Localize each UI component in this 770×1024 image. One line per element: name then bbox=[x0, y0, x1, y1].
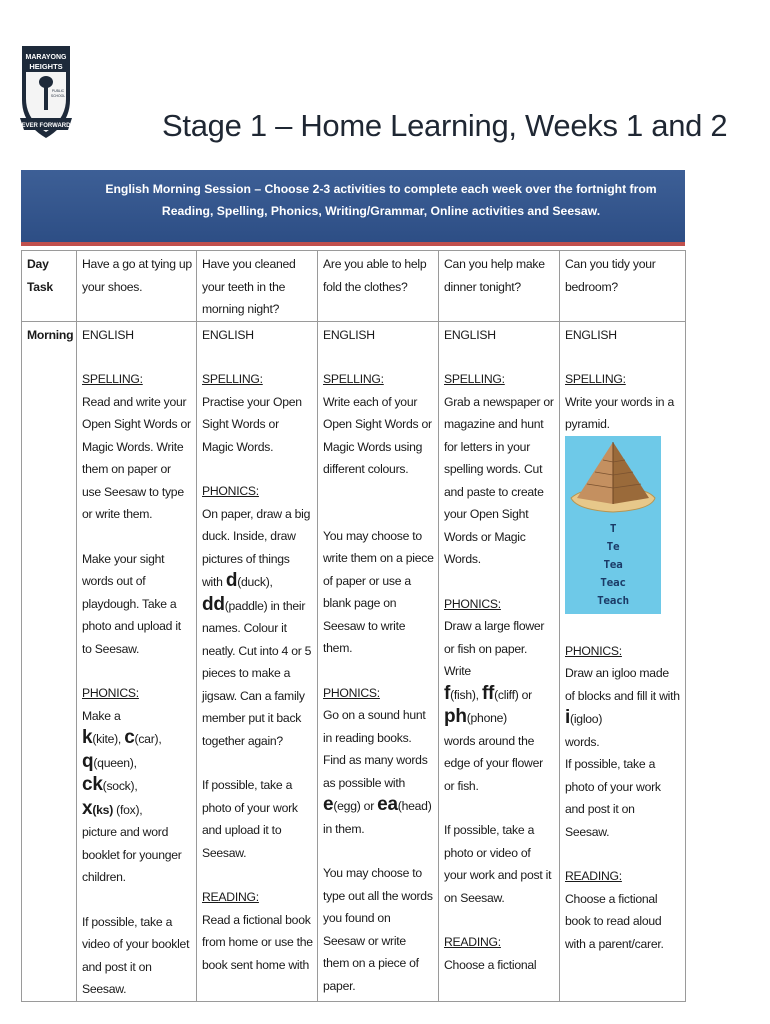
phonics-line-k-c bbox=[82, 727, 192, 751]
photo-text: If possible, take a photo or video of your work and post it on Seesaw. bbox=[444, 823, 552, 905]
phonics-text-b: words. bbox=[565, 734, 600, 749]
morning-cell-3 bbox=[318, 321, 439, 1001]
day-task-2: Have you cleaned your teeth in the morning night? bbox=[197, 251, 318, 322]
day-task-1: Have a go at tying up your shoes. bbox=[77, 251, 197, 322]
sound-ph: ph bbox=[444, 706, 467, 727]
spelling-heading: SPELLING: bbox=[82, 372, 143, 386]
pyramid-image bbox=[565, 436, 661, 614]
sound-f-example: (fish), bbox=[450, 687, 482, 702]
phonics-line-q-ck bbox=[82, 751, 192, 798]
spelling-text: Read and write your Open Sight Words or Magic Words. Write them on paper or use Seesaw to type or write them. bbox=[82, 394, 191, 521]
logo-line-1: MARAYONG bbox=[25, 54, 67, 61]
pyramid-word-3: Tea bbox=[603, 557, 623, 571]
schedule-table bbox=[21, 250, 686, 1002]
choose-text: You may choose to write them on a piece of paper or use a blank page on Seesaw to write them. bbox=[323, 528, 434, 655]
table-row-morning bbox=[22, 321, 686, 1001]
phonics-text-a: Go on a sound hunt in reading books. Find as many words as possible with bbox=[323, 708, 428, 790]
reading-text: Choose a fictional book to read aloud with a parent/carer. bbox=[565, 891, 664, 951]
phonics-text-b: in their names. Colour it neatly. Cut into 4 or 5 pieces to make a jigsaw. Can a family member put it back together again? bbox=[202, 598, 312, 748]
logo-line-5: EVER FORWARD bbox=[21, 123, 71, 129]
reading-heading: READING: bbox=[202, 890, 259, 904]
english-heading: ENGLISH bbox=[82, 327, 134, 342]
phonics-line-f-ff bbox=[444, 683, 555, 707]
sound-c-example: (car), bbox=[134, 732, 162, 746]
school-logo bbox=[18, 42, 74, 142]
logo-line-3: PUBLIC bbox=[51, 89, 65, 93]
phonics-text bbox=[202, 503, 313, 753]
banner-text: English Morning Session – Choose 2-3 activities to complete each week over the fortnight from Reading, Spelling, Phonics, Writing/Grammar, Online activities and Seesaw. bbox=[105, 182, 657, 218]
logo-line-2: HEIGHTS bbox=[29, 62, 63, 71]
sound-dd-example: (paddle) bbox=[224, 598, 268, 613]
phonics-heading: PHONICS: bbox=[323, 685, 380, 700]
sound-k: k bbox=[82, 727, 93, 748]
logo-line-4: SCHOOL bbox=[50, 94, 66, 98]
sound-dd: dd bbox=[202, 593, 225, 615]
sound-e: e bbox=[323, 794, 334, 815]
phonics-heading: PHONICS: bbox=[82, 686, 139, 700]
sound-q: q bbox=[82, 750, 94, 772]
sound-i-example: (igloo) bbox=[570, 712, 603, 726]
spelling-text: Practise your Open Sight Words or Magic Words. bbox=[202, 394, 302, 454]
phonics-intro: Make a bbox=[82, 708, 121, 723]
spelling-heading: SPELLING: bbox=[202, 372, 263, 386]
sound-x-example: (fox), bbox=[113, 802, 143, 817]
spelling-heading: SPELLING: bbox=[323, 372, 384, 386]
day-task-4: Can you help make dinner tonight? bbox=[439, 251, 560, 322]
phonics-heading: PHONICS: bbox=[202, 484, 259, 498]
phonics-text-a: Draw an igloo made of blocks and fill it with bbox=[565, 666, 680, 703]
english-heading: ENGLISH bbox=[565, 327, 617, 342]
sound-ph-example: (phone) bbox=[466, 711, 507, 725]
phonics-line-ph bbox=[444, 706, 555, 730]
sound-ea-example: (head) bbox=[397, 799, 432, 813]
booklet-text: picture and word booklet for younger children. bbox=[82, 825, 182, 884]
sound-d-example: (duck), bbox=[237, 575, 273, 589]
row-label-day-task: Day Task bbox=[22, 251, 77, 322]
sound-e-example: (egg) or bbox=[333, 799, 378, 813]
sound-k-example: (kite), bbox=[92, 732, 125, 746]
spelling-heading: SPELLING: bbox=[565, 372, 626, 386]
page-title: Stage 1 – Home Learning, Weeks 1 and 2 bbox=[162, 108, 728, 143]
reading-text: Read a fictional book from home or use the book sent home with bbox=[202, 912, 313, 972]
pyramid-word-2: Te bbox=[606, 539, 620, 553]
english-heading: ENGLISH bbox=[202, 327, 254, 342]
reading-heading: READING: bbox=[444, 935, 501, 949]
morning-cell-1 bbox=[77, 321, 197, 1001]
sound-ea: ea bbox=[377, 794, 398, 815]
sound-q-example: (queen), bbox=[93, 755, 137, 770]
reading-text: Choose a fictional bbox=[444, 957, 537, 972]
sound-ck-example: (sock), bbox=[102, 779, 138, 793]
video-text: If possible, take a video of your booklet and post it on Seesaw. bbox=[82, 914, 190, 996]
english-heading: ENGLISH bbox=[323, 327, 375, 342]
day-task-3: Are you able to help fold the clothes? bbox=[318, 251, 439, 322]
table-row-day-task bbox=[22, 251, 686, 322]
morning-cell-5 bbox=[560, 321, 686, 1001]
sound-f: f bbox=[444, 682, 451, 704]
pyramid-word-4: Teac bbox=[600, 575, 626, 589]
phonics-text-b: in them. bbox=[323, 821, 365, 836]
phonics-line-e-ea bbox=[323, 794, 434, 818]
phonics-heading: PHONICS: bbox=[444, 596, 501, 611]
morning-cell-2 bbox=[197, 321, 318, 1001]
day-task-5: Can you tidy your bedroom? bbox=[560, 251, 686, 322]
sound-c: c bbox=[124, 727, 135, 748]
reading-heading: READING: bbox=[565, 869, 622, 883]
sound-x-ks: (ks) bbox=[92, 802, 114, 817]
sound-ff: ff bbox=[481, 682, 495, 704]
phonics-text-a: Draw a large flower or fish on paper. Write bbox=[444, 619, 545, 678]
english-heading: ENGLISH bbox=[444, 327, 496, 342]
sound-ck: ck bbox=[82, 774, 103, 795]
photo-text: If possible, take a photo of your work and upload it to Seesaw. bbox=[202, 778, 298, 860]
extra-text: Make your sight words out of playdough. Take a photo and upload it to Seesaw. bbox=[82, 551, 181, 656]
phonics-text-a: On paper, draw a big duck. Inside, draw pictures of things with bbox=[202, 506, 311, 589]
phonics-heading: PHONICS: bbox=[565, 643, 622, 658]
sound-ff-example: (cliff) or bbox=[494, 687, 532, 702]
phonics-line-x bbox=[82, 798, 192, 822]
phonics-line-i bbox=[565, 707, 681, 731]
pyramid-word-5: Teach bbox=[597, 593, 629, 607]
spelling-text: Grab a newspaper or magazine and hunt for letters in your spelling words. Cut and paste to create your Open Sight Words or Magic Words. bbox=[444, 394, 554, 566]
sound-i: i bbox=[565, 707, 571, 728]
sound-x: x bbox=[82, 797, 93, 819]
instructions-banner bbox=[21, 170, 685, 246]
pyramid-word-1: T bbox=[609, 521, 617, 535]
spelling-heading: SPELLING: bbox=[444, 372, 505, 386]
phonics-text-b: words around the edge of your flower or fish. bbox=[444, 733, 543, 793]
photo-text: If possible, take a photo of your work and post it on Seesaw. bbox=[565, 757, 661, 839]
morning-cell-4 bbox=[439, 321, 560, 1001]
spelling-text: Write each of your Open Sight Words or Magic Words using different colours. bbox=[323, 394, 432, 476]
spelling-text: Write your words in a pyramid. bbox=[565, 394, 674, 431]
row-label-morning: Morning bbox=[22, 321, 77, 1001]
type-text: You may choose to type out all the words you found on Seesaw or write them on a piece of paper. bbox=[323, 866, 433, 993]
sound-d: d bbox=[225, 570, 238, 591]
